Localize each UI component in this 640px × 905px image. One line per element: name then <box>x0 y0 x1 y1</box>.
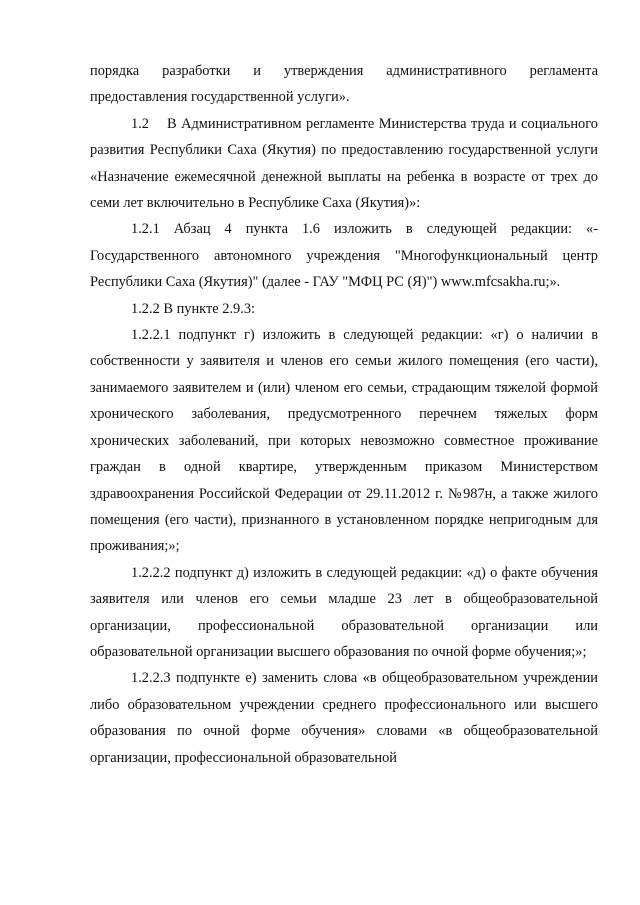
paragraph-intro-continuation: порядка разработки и утверждения административного регламента предоставления государственной услуги». <box>90 63 598 106</box>
paragraph-1-2-2-1: 1.2.2.1 подпункт г) изложить в следующей редакции: «г) о наличии в собственности у заявителя и членов его семьи жилого помещения (его части), занимаемого заявителем и (или) членом его семьи, страдающим тяжелой формой хронического заболевания, предусмотренного перечнем тяжелых форм хронических заболеваний, при которых невозможно совместное проживание граждан в одной квартире, утвержденным приказом Министерством здравоохранения Российской Федерации от 29.11.2012 г. №987н, а также жилого помещения (его части), признанного в установленном порядке непригодным для проживания;»; <box>90 327 598 555</box>
paragraph-1-2 <box>90 111 598 217</box>
paragraph-1-2-2: 1.2.2 В пункте 2.9.3: <box>131 300 256 317</box>
paragraph-number: 1.2 <box>131 115 149 132</box>
document-body <box>90 58 598 771</box>
paragraph-1-2-2-3: 1.2.2.3 подпункте е) заменить слова «в общеобразовательном учреждении либо образовательном учреждении среднего профессионального или высшего образования по очной форме обучения» словами «в общеобразовательной организации, профессиональной образовательной <box>90 670 598 766</box>
paragraph-1-2-1: 1.2.1 Абзац 4 пункта 1.6 изложить в следующей редакции: «- Государственного автономного учреждения "Многофункциональный центр Республики Саха (Якутия)" (далее - ГАУ "МФЦ РС (Я)") www.mfcsakha.ru;». <box>90 221 598 291</box>
paragraph-text: В Административном регламенте Министерства труда и социального развития Республики Саха (Якутия) по предоставлению государственной услуги «Назначение ежемесячной денежной выплаты на ребенка в возрасте от трех до семи лет включительно в Республике Саха (Якутия)»: <box>90 115 598 212</box>
paragraph-1-2-2-2: 1.2.2.2 подпункт д) изложить в следующей редакции: «д) о факте обучения заявителя или членов его семьи младше 23 лет в общеобразовательной организации, профессиональной образовательной организации или образовательной организации высшего образования по очной форме обучения;»; <box>90 564 598 660</box>
